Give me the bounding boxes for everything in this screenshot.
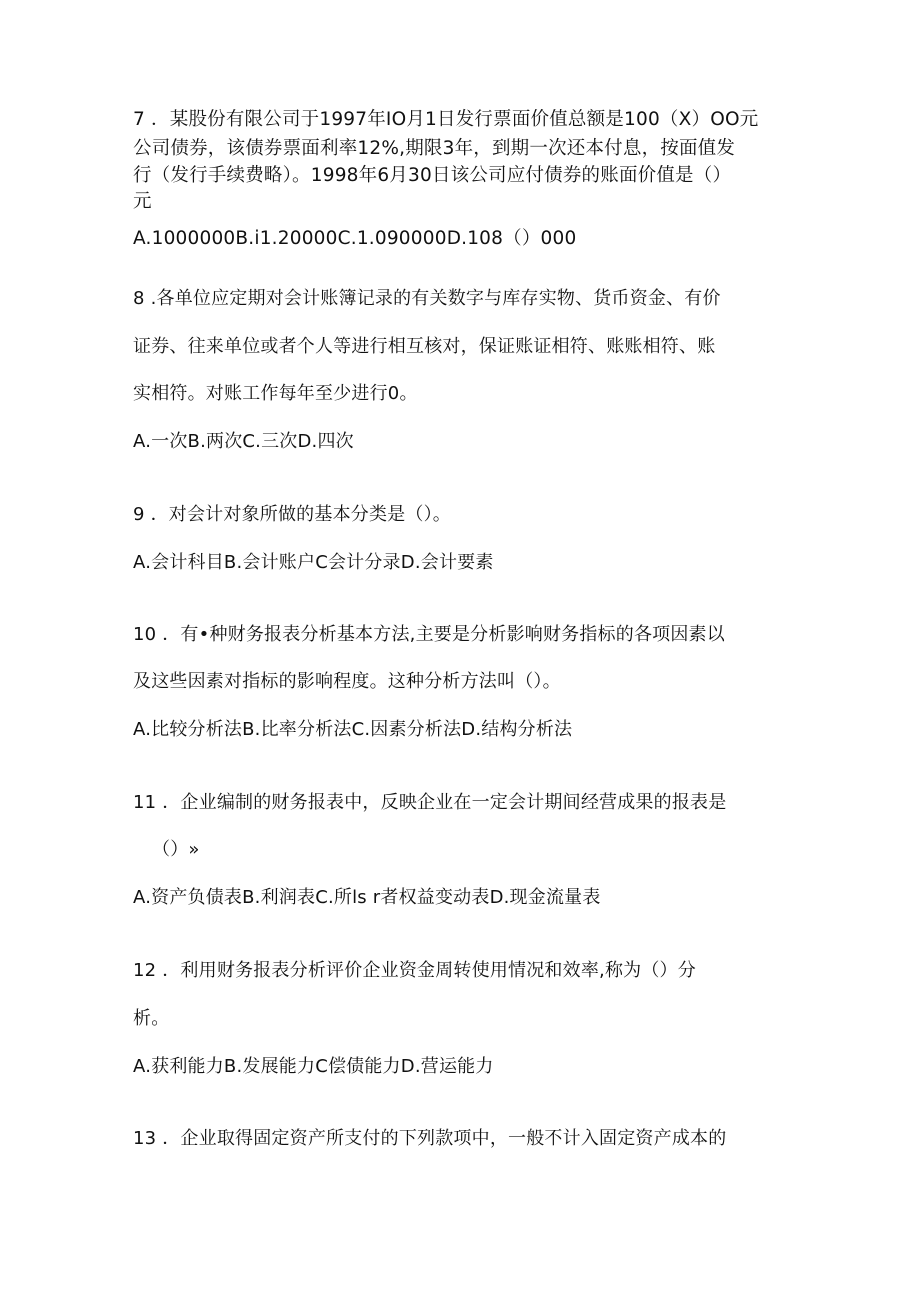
question-stem-line: 7 ．某股份有限公司于1997年IO月1日发行票面价值总额是100（X）OO元 [133,109,759,130]
question-stem-line: 10 ．有•种财务报表分析基本方法,主要是分析影响财务指标的各项因素以 [133,624,725,645]
question-stem-line: （）» [152,839,200,860]
question-stem-line: 公司债券，该债券票面利率12%,期限3年，到期一次还本付息，按面值发 [133,138,736,159]
question-stem-line: 元 [133,191,152,212]
question-options: A.1000000B.i1.20000C.1.090000D.108（）000 [133,228,577,249]
question-options: A.会计科目B.会计账户C会计分录D.会计要素 [133,552,494,573]
question-stem-line: 行（发行手续费略）。1998年6月30日该公司应付债券的账面价值是（） [133,165,732,186]
question-stem-line: 8 .各单位应定期对会计账簿记录的有关数字与库存实物、货币资金、有价 [133,288,721,309]
question-stem-line: 实相符。对账工作每年至少进行0。 [133,383,418,404]
question-stem-line: 及这些因素对指标的影响程度。这种分析方法叫（）。 [133,671,561,692]
question-options: A.一次B.两次C.三次D.四次 [133,431,354,452]
question-stem-line: 9 ．对会计对象所做的基本分类是（）。 [133,504,451,525]
question-stem-line: 证券、往来单位或者个人等进行相互核对，保证账证相符、账账相符、账 [133,336,716,357]
question-options: A.比较分析法B.比率分析法C.因素分析法D.结构分析法 [133,719,573,740]
question-stem-line: 析。 [133,1008,170,1029]
question-options: A.资产负债表B.利润表C.所ls r者权益变动表D.现金流量表 [133,887,601,908]
question-stem-line: 12 ．利用财务报表分析评价企业资金周转使用情况和效率,称为（）分 [133,960,696,981]
question-stem-line: 13 ．企业取得固定资产所支付的下列款项中，一般不计入固定资产成本的 [133,1128,727,1149]
question-options: A.获利能力B.发展能力C偿债能力D.营运能力 [133,1056,494,1077]
question-stem-line: 11 ．企业编制的财务报表中，反映企业在一定会计期间经营成果的报表是 [133,792,727,813]
